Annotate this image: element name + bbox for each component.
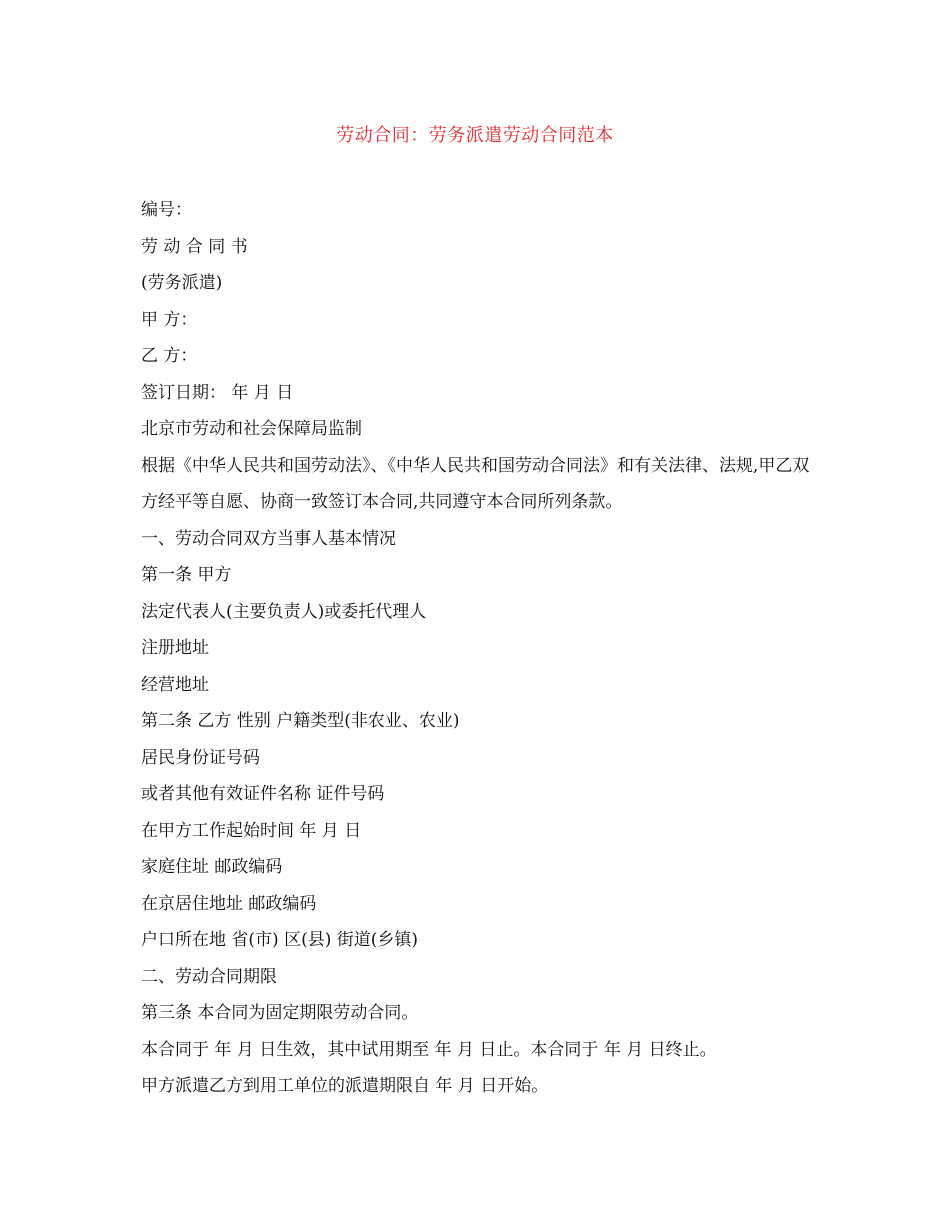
signing-date-label: 签订日期： 年 月 日 [141, 382, 294, 403]
registered-address-line: 注册地址 [141, 638, 209, 658]
party-a-label: 甲 方： [141, 309, 198, 330]
home-address-line: 家庭住址 邮政编码 [141, 857, 283, 877]
effective-date-line: 本合同于 年 月 日生效，其中试用期至 年 月 日止。本合同于 年 月 日终止。 [141, 1039, 717, 1060]
beijing-address-line: 在京居住地址 邮政编码 [141, 893, 317, 914]
contract-heading: 劳 动 合 同 书 [141, 236, 248, 257]
business-address-line: 经营地址 [141, 674, 209, 695]
dispatch-period-line: 甲方派遣乙方到用工单位的派遣期限自 年 月 日开始。 [141, 1076, 549, 1096]
start-date-line: 在甲方工作起始时间 年 月 日 [141, 820, 362, 841]
contract-subheading: (劳务派遣) [141, 273, 223, 293]
section-heading-1: 一、劳动合同双方当事人基本情况 [141, 528, 396, 549]
hukou-line: 户口所在地 省(市) 区(县) 街道(乡镇) [141, 930, 419, 950]
document-title: 劳动合同：劳务派遣劳动合同范本 [336, 125, 614, 146]
party-b-label: 乙 方： [141, 346, 198, 366]
section-heading-2: 二、劳动合同期限 [141, 966, 277, 987]
legal-representative-line: 法定代表人(主要负责人)或委托代理人 [141, 601, 427, 622]
supervisor-line: 北京市劳动和社会保障局监制 [141, 419, 362, 439]
article-3: 第三条 本合同为固定期限劳动合同。 [141, 1003, 419, 1023]
article-1: 第一条 甲方 [141, 565, 232, 585]
preamble-paragraph: 根据《中华人民共和国劳动法》、《中华人民共和国劳动合同法》和有关法律、法规,甲乙双方经平等自愿、协商一致签订本合同,共同遵守本合同所列条款。 [141, 455, 810, 512]
article-2: 第二条 乙方 性别 户籍类型(非农业、农业) [141, 711, 460, 731]
other-id-line: 或者其他有效证件名称 证件号码 [141, 784, 385, 804]
contract-number-label: 编号： [141, 200, 192, 220]
id-number-line: 居民身份证号码 [141, 747, 260, 768]
document-body [141, 192, 821, 1105]
